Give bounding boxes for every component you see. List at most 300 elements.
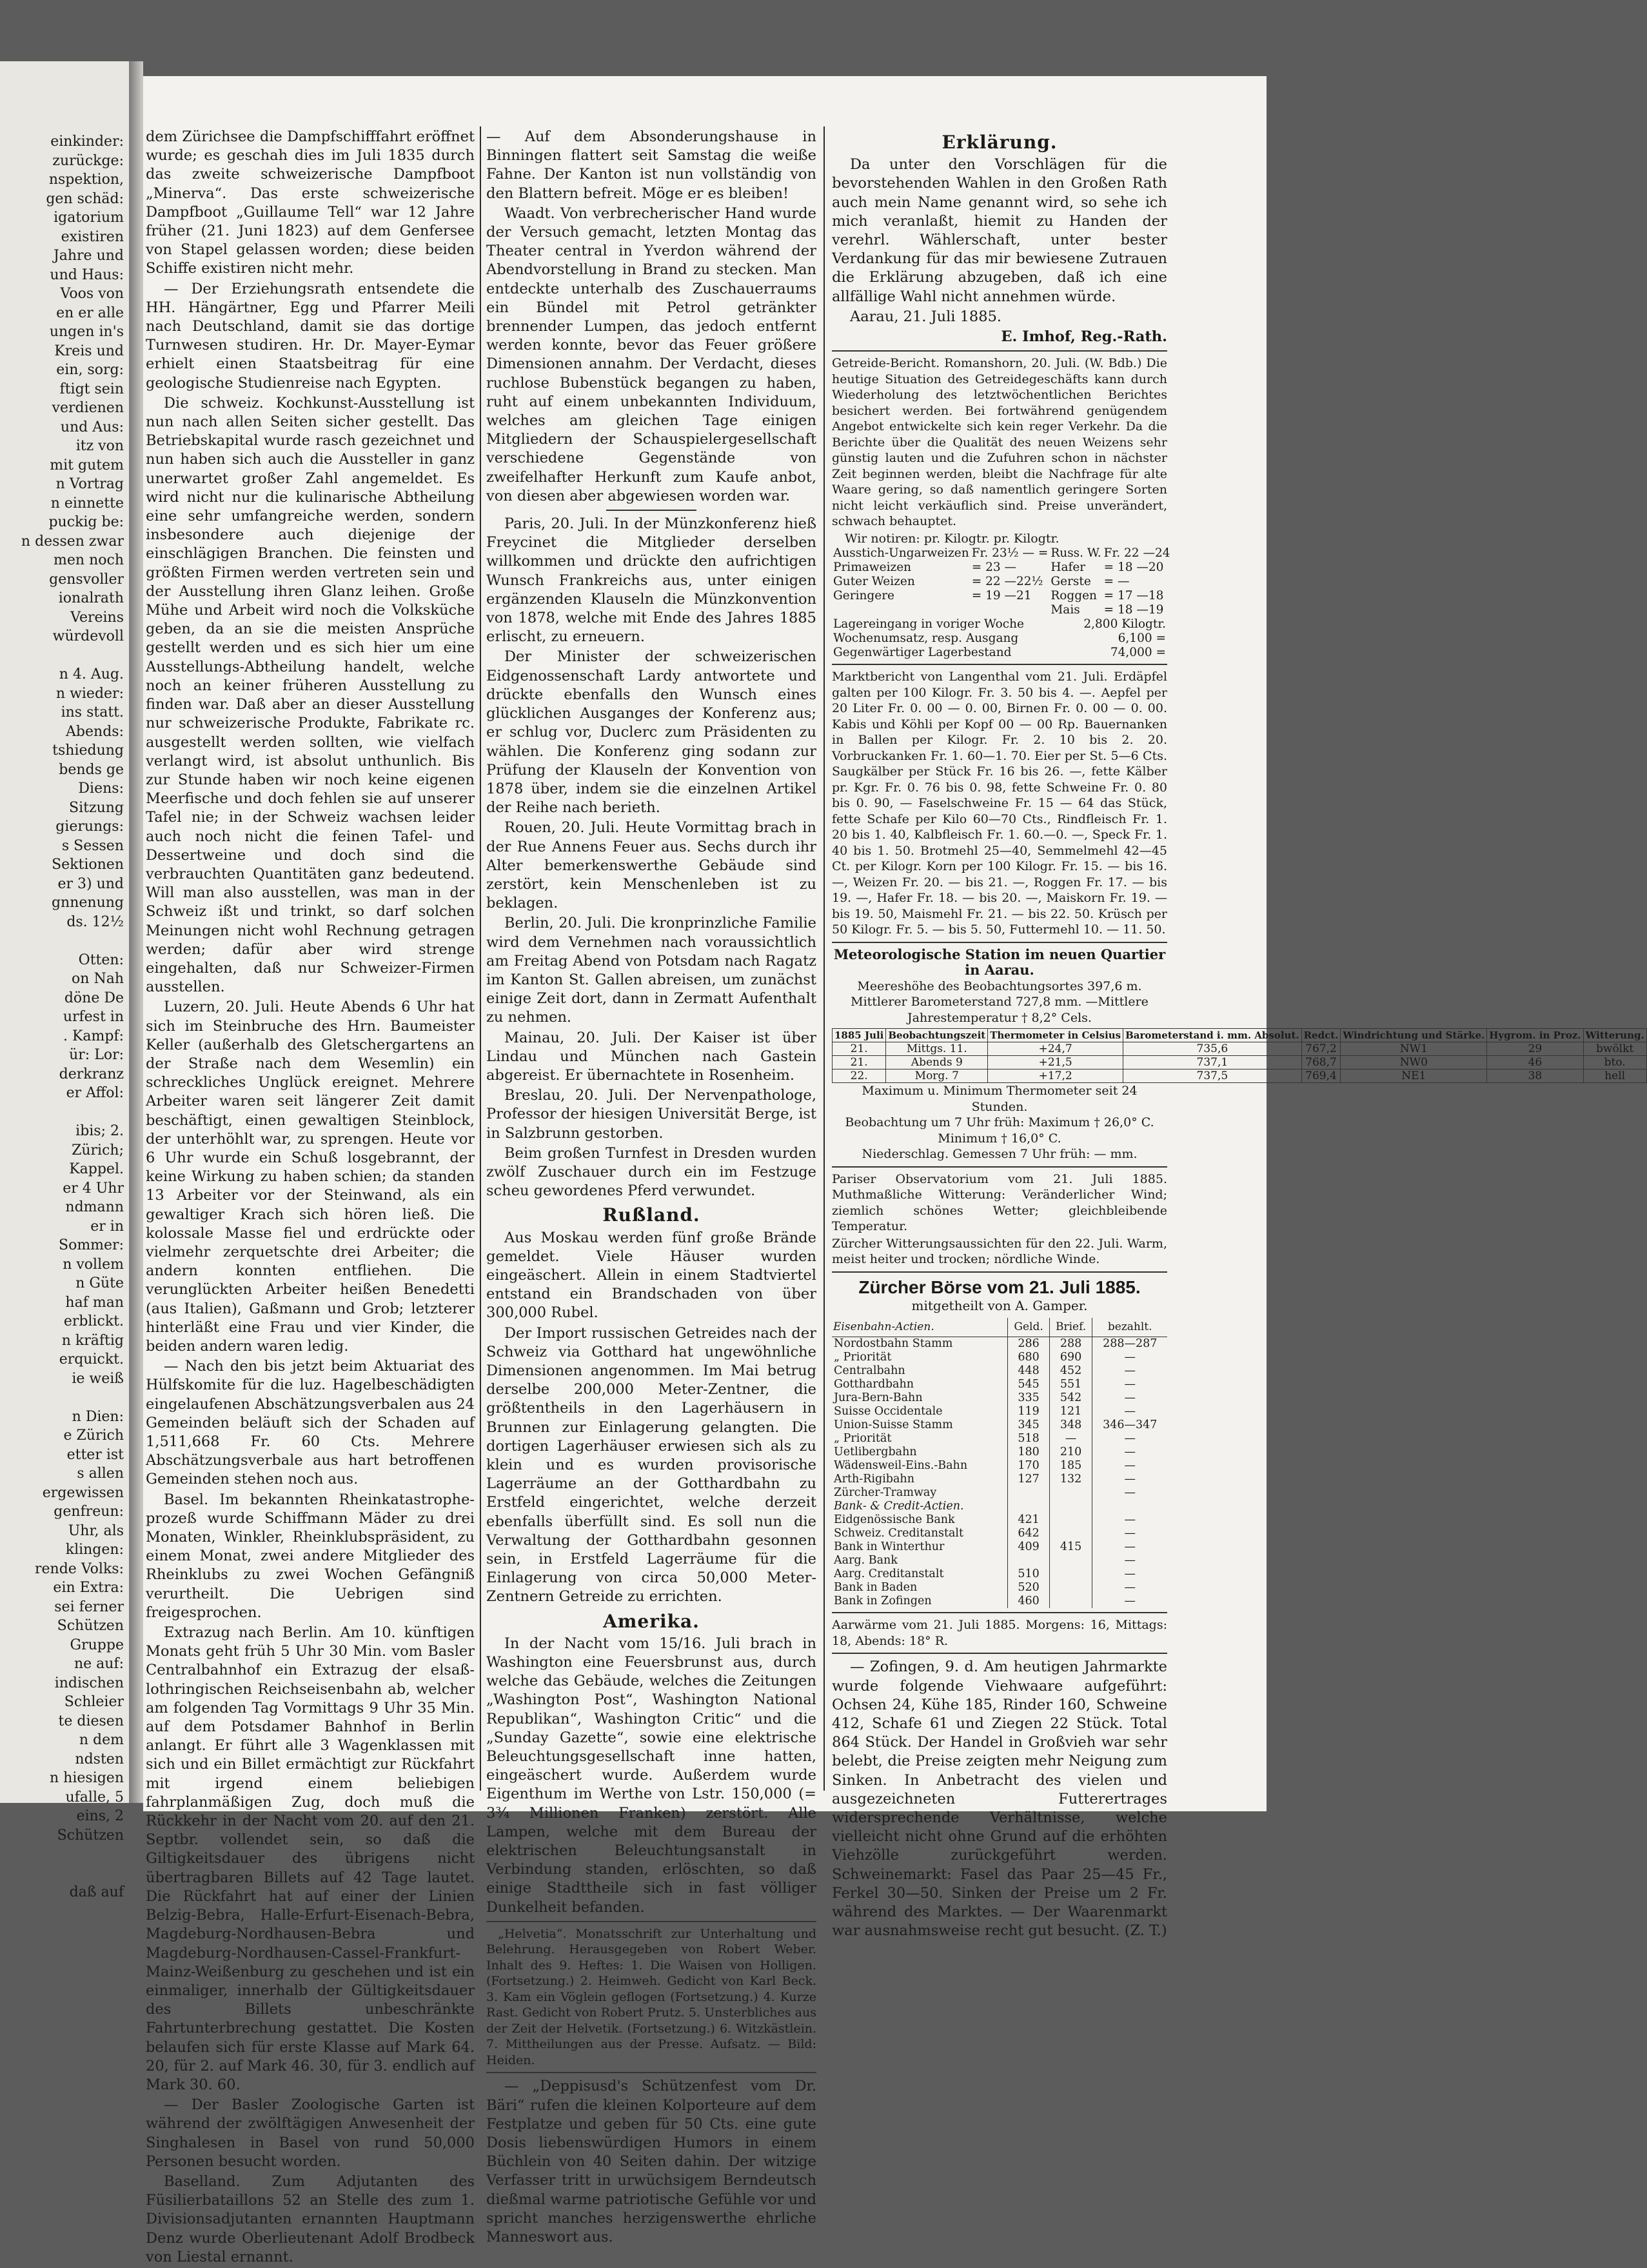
stub-line: urfest in (63, 1009, 124, 1025)
meteo-row-cell: 22. (833, 1069, 886, 1083)
meteo-row (833, 1056, 1647, 1069)
section-divider (606, 510, 696, 511)
heading-amerika: Amerika. (603, 1610, 700, 1632)
boerse-bank-row-cell (1049, 1527, 1092, 1540)
stub-line: Schleier (64, 1694, 124, 1710)
lager-row (832, 617, 1167, 632)
boerse-bank-row-cell (1049, 1581, 1092, 1595)
boerse-row-cell (1008, 1486, 1049, 1500)
stub-line: n einnette (50, 495, 124, 512)
meteo-row (833, 1069, 1647, 1083)
boerse-row-cell: — (1092, 1405, 1167, 1418)
boerse-row-cell: Gotthardbahn (834, 1378, 914, 1391)
article-breslau: Breslau, 20. Juli. Der Nervenpathologe, Professor der hiesigen Universität Berge, ist in Salzbrunn gestorben. (486, 1087, 816, 1142)
boerse-bank-row-cell: Bank in Zofingen (834, 1595, 932, 1608)
stub-line: daß auf (69, 1884, 124, 1900)
getreide-row-cell: Gerste (1050, 575, 1091, 589)
boerse-row-cell: „ Priorität (834, 1432, 892, 1446)
boerse-row (832, 1405, 1167, 1418)
stub-line: ie weiß (72, 1370, 124, 1387)
stub-line: Kreis und (54, 343, 124, 359)
boerse-row (832, 1364, 1167, 1378)
article-getreideimport: Der Import russischen Getreides nach der Schweiz via Gotthard hat ungewöhnliche Dimensionen angenommen. Im Mai betrug derselbe 200,000 Meter-Zentner, die größtentheils in den Lagerhäusern in Brunnen zur Einlagerung gelangten. Die dortigen Lagerhäuser erwiesen sich als zu klein und es wurden provisorische Lagerräume an der Gotthardbahn zu Erstfeld eingerichtet, welche derzeit ebenfalls überfüllt sind. Es soll nun die Verwaltung der Gotthardbahn gesonnen sein, in Erstfeld Lagerräume für die Einlagerung von circa 50,000 Meter-Zentnern Getreide zu errichten. (486, 1324, 816, 1606)
meteo-row-cell: +17,2 (988, 1069, 1123, 1083)
erklaerung-signature: E. Imhof, Reg.-Rath. (1001, 328, 1167, 346)
boerse-row-cell: 119 (1008, 1405, 1049, 1418)
boerse-row-cell: Jura-Bern-Bahn (834, 1391, 923, 1405)
meteo-row-cell: 29 (1487, 1042, 1583, 1056)
lager-row-cell: 74,000 = (1110, 646, 1166, 660)
boerse-row-cell: — (1092, 1486, 1167, 1500)
stub-line: erquickt. (59, 1351, 124, 1368)
getreide-row-cell: = 22 —22½ (971, 575, 1043, 589)
boerse-bank-row (832, 1581, 1167, 1595)
getreide-row (832, 561, 1171, 575)
meteo-row-cell: 768,7 (1301, 1056, 1341, 1069)
boerse-subtitle: mitgetheilt von A. Gamper. (911, 1297, 1088, 1313)
article-paris: Paris, 20. Juli. In der Münzkonferenz hieß Freycinet die Mitglieder derselben willkommen und drückte den aufrichtigen Wunsch Frankreichs aus, unter einigen ergänzenden Klauseln die Münzkonvention von 1878, welche mit Ende des Jahres 1885 erlischt, zu erneuern. (486, 515, 816, 646)
boerse-row-cell: 210 (1049, 1446, 1092, 1459)
boerse-row-cell: 346—347 (1092, 1418, 1167, 1432)
lager-row-cell: 6,100 = (1118, 632, 1166, 646)
getreide-row-cell: = 23 — (971, 561, 1016, 575)
stub-line: Schützen (57, 1618, 124, 1634)
column-1 (143, 128, 475, 2268)
getreide-row (832, 603, 1171, 617)
meteo-row-cell: Morg. 7 (886, 1069, 988, 1083)
getreide-row-cell: Guter Weizen (833, 575, 915, 589)
boerse-col-header: Eisenbahn-Actien. (832, 1318, 1008, 1337)
boerse-row-cell: Arth-Rigibahn (834, 1473, 914, 1486)
boerse-bank-row-cell: 510 (1008, 1567, 1049, 1581)
stub-line: ein Extra: (53, 1580, 124, 1596)
boerse-bank-row-cell (1049, 1567, 1092, 1581)
article-lardy: Der Minister der schweizerischen Eidgenossenschaft Lardy antwortete und drückte ebenfalls den Wunsch eines glücklichen Ausganges der Konferenz aus; er schlug vor, Duclerc zum Präsidenten zu wählen. Die Konferenz ging sodann zur Prüfung der Klauseln der Konvention von 1878 über, indem sie die einzelnen Artikel der Reihe nach berieth. (486, 648, 816, 817)
stub-line: Voos von (60, 286, 124, 302)
boerse-row-cell: 518 (1008, 1432, 1049, 1446)
stub-line: Gruppe (70, 1636, 124, 1653)
stub-line: und Haus: (50, 266, 124, 283)
boerse-section-empty (1092, 1500, 1167, 1513)
stub-line: ein, sorg: (56, 362, 124, 378)
stub-line: Sektionen (52, 857, 124, 873)
stub-line: döne De (64, 990, 124, 1006)
article-luzern: Luzern, 20. Juli. Heute Abends 6 Uhr hat sich im Steinbruche des Hrn. Baumeister Keller (außerhalb des Gletschergartens an der Straße nach dem Wesemlin) ein schreckliches Unglück ereignet. Mehrere Arbeiter waren seit längerer Zeit damit beschäftigt, einen gewaltigen Steinblock, der unterhöhlt war, zu sprengen. Heute vor 6 Uhr wurde ein Schuß losgebrannt, der keine Wirkung zu haben schien; da standen 13 Arbeiter vor der Steinwand, als ein gewaltiger Krach sich hören ließ. Die kolossale Masse fiel und erdrückte oder vielmehr zerquetschte drei Arbeiter; die andern konnten entfliehen. Die verunglückten Arbeiter heißen Benedetti (aus Italien), Gaßmann und Grob; letzterer hinterläßt eine Frau und vier Kinder, die beiden andern waren ledig. (146, 999, 475, 1355)
meteo-col-header: Beobachtungszeit (886, 1029, 988, 1042)
stub-line: Sitzung (69, 799, 124, 816)
boerse-row-cell: „ Priorität (834, 1351, 892, 1364)
stub-line: Sommer: (59, 1237, 124, 1253)
boerse-row (832, 1337, 1167, 1351)
meteo-row (833, 1042, 1647, 1056)
stub-line: gierungs: (55, 819, 124, 835)
stub-line: ibis; 2. (75, 1123, 124, 1139)
stub-line: puckig be: (48, 514, 124, 530)
article-baeri: — „Deppisusd's Schützenfest vom Dr. Bäri“ rufen die kleinen Kolporteure auf dem Festplatze und geben für 50 Cts. eine gute Dosis liebenswürdigen Humors in einem Büchlein von 40 Seiten dahin. Der witzige Verfasser tritt in urwüchsigem Berndeutsch dießmal warme patriotische Gefühle vor und spricht manches herzigenswerthe ehrliche Manneswort aus. (486, 2078, 816, 2246)
stub-line: n vollem (63, 1256, 124, 1273)
meteo-row-cell: 769,4 (1301, 1069, 1341, 1083)
meteo-table (832, 1028, 1647, 1083)
previous-page-edge (0, 61, 130, 1900)
boerse-row-cell: — (1092, 1391, 1167, 1405)
stub-line: men noch (54, 552, 124, 568)
boerse-row-cell: 545 (1008, 1378, 1049, 1391)
meteo-row-cell: Abends 9 (886, 1056, 988, 1069)
stub-line: einkinder: (50, 134, 124, 150)
boerse-bank-row-cell: — (1092, 1527, 1167, 1540)
boerse-bank-row-cell: 421 (1008, 1513, 1049, 1527)
boerse-row-cell: 286 (1008, 1337, 1049, 1351)
divider (486, 1921, 816, 1922)
lager-row-cell: Wochenumsatz, resp. Ausgang (833, 632, 1019, 646)
boerse-bank-row-cell: — (1092, 1581, 1167, 1595)
marktbericht-langenthal: Marktbericht von Langenthal vom 21. Juli. Erdäpfel galten per 100 Kilogr. Fr. 3. 50 bis 4. —. Aepfel per 20 Liter Fr. 0. 00 — 0. 00, Birnen Fr. 0. 00 — 0. 00. Kabis und Köhli per Kopf 00 — 00 Rp. Bauernanken in Ballen per Kilogr. Fr. 2. 10 bis 2. 20. Vorbruckanken Fr. 1. 60—1. 70. Eier per St. 5—6 Cts. Saugkälber per Stück Fr. 16 bis 26. —, fette Kälber pr. Kgr. Fr. 0. 76 bis 0. 98, fette Schweine Fr. 0. 80 bis 0. 90, — Faselschweine Fr. 15 — 64 das Stück, fette Schafe per Kilo 60—70 Cts., Rindfleisch Fr. 1. 20 bis 1. 40, Kalbfleisch Fr. 1. 60.—0. —, Speck Fr. 1. 40 bis 1. 50. Brotmehl 25—40, Semmelmehl 42—45 Ct. per Kilogr. Korn per 100 Kilogr. Fr. 15. — bis 16. —, Weizen Fr. 20. — bis 21. —, Roggen Fr. 17. — bis 19. —, Hafer Fr. 18. — bis 20. —, Maiskorn Fr. 19. — bis 19. 50, Maismehl Fr. 21. — bis 22. 50. Krüsch per 50 Kilogr. Fr. 5. — bis 5. 50, Futtermehl 10. — 11. 50. (832, 670, 1167, 937)
boerse-title: Zürcher Börse vom 21. Juli 1885. (858, 1277, 1141, 1297)
boerse-row-cell: — (1092, 1459, 1167, 1473)
meteo-col-header: 1885 Juli (833, 1029, 886, 1042)
boerse-row-cell: — (1092, 1446, 1167, 1459)
boerse-row-cell: Union-Suisse Stamm (834, 1418, 953, 1432)
stub-line: bends ge (59, 761, 124, 778)
lager-row (832, 646, 1167, 660)
boerse-row-cell: Wädensweil-Eins.-Bahn (834, 1459, 968, 1473)
meteo-foot4: Niederschlag. Gemessen 7 Uhr früh: — mm. (862, 1147, 1138, 1162)
getreide-bericht: Getreide-Bericht. Romanshorn, 20. Juli. (W. Bdb.) Die heutige Situation des Getreidegeschäfts kann durch Wiederholung des letztwöchentlichen Berichtes besichert werden. Bei fortwährend genügendem Angebot entwickelte sich kein reger Verkehr. Da die Berichte über die Qualität des neuen Weizens sehr günstig lauten und die Zufuhren schon in nächster Zeit beginnen werden, bleibt die Nachfrage für alte Waare gering, so daß namentlich geringere Sorten nicht leicht verkäuflich sind. Preise unverändert, schwach behauptet. Wir notiren: pr. Kilogtr. pr. Kilogtr. Ausstich-Ungarweizen Fr. 23½ — = Russ. W. Fr. 22 —24 Primaweizen = 23 — Hafer = 18 —20 Guter Weizen = 22 —22½ Gerste = — Geringere = 19 —21 Roggen = 17 —18 Mais = 18 —19 Lagereingang in voriger Woche 2,800 Kilogtr. Wochenumsatz, resp. Ausgang 6,100 = Gegenwärtiger Lagerbestand 74,000 = (832, 356, 1170, 660)
article-extrazug: Extrazug nach Berlin. Am 10. künftigen Monats geht früh 5 Uhr 30 Min. vom Basler Centralbahnhof ein Extrazug der elsaß-lothringischen Reichseisenbahn ab, welcher am folgenden Tag Vormittags 9 Uhr 35 Min. auf dem Potsdamer Bahnhof in Berlin anlangt. Er führt alle 3 Wagenklassen mit sich und ein Billet ermächtigt zur Rückfahrt mit irgend einem beliebigen fahrplanmäßigen Zug, doch muß die Rückkehr in der Nacht vom 20. auf den 21. Septbr. vollendet sein, so daß die Giltigkeitsdauer des übrigens nicht übertragbaren Billets auf 42 Tage lautet. Die Rückfahrt hat auf einer der Linien Belzig-Bebra, Halle-Erfurt-Eisenach-Bebra, Magdeburg-Nordhausen-Bebra und Magdeburg-Nordhausen-Cassel-Frankfurt-Mainz-Weißenburg zu geschehen und ist ein einmaliger, innerhalb der Gültigkeitsdauer des Billets unbeschränkte Fahrtunterbrechung gestattet. Die Kosten belaufen sich für erste Klasse auf Mark 64. 20, für 2. auf Mark 46. 30, für 3. endlich auf Mark 30. 60. (146, 1624, 475, 2093)
boerse-bank-row (832, 1540, 1167, 1554)
divider (832, 664, 1167, 665)
meteo-row-cell: 21. (833, 1056, 886, 1069)
boerse-bank-row-cell: Bank in Baden (834, 1581, 918, 1595)
meteo-row-cell: 21. (833, 1042, 886, 1056)
boerse-bank-row-cell (1049, 1513, 1092, 1527)
meteo-foot1: Maximum u. Minimum Thermometer seit 24 Stunden. (862, 1084, 1138, 1114)
getreide-notiren: Wir notiren: pr. Kilogtr. pr. Kilogtr. (845, 531, 1060, 546)
lager-row-cell: Lagereingang in voriger Woche (833, 617, 1024, 632)
boerse-bank-row (832, 1595, 1167, 1608)
meteo-col-header: Thermometer in Celsius (988, 1029, 1123, 1042)
stub-line: ndsten (75, 1751, 124, 1767)
boerse-row (832, 1391, 1167, 1405)
meteo-col-header: Witterung. (1583, 1029, 1646, 1042)
boerse-row (832, 1432, 1167, 1446)
article-dampfschiff: dem Zürichsee die Dampfschifffahrt eröffnet wurde; es geschah dies im Juli 1835 durch das zweite schweizerische Dampfboot „Minerva“. Das erste schweizerische Dampfboot „Guillaume Tell“ war 12 Jahre früher (21. Juni 1823) auf dem Genfersee von Stapel gelassen worden; diese beiden Schiffe existiren nicht mehr. (146, 128, 475, 277)
boerse-bank-row (832, 1513, 1167, 1527)
boerse-row-cell: Zürcher-Tramway (834, 1486, 937, 1500)
meteo-row-cell: 46 (1487, 1056, 1583, 1069)
meteo-row-cell: 38 (1487, 1069, 1583, 1083)
boerse-bank-row-cell: Aarg. Creditanstalt (834, 1567, 944, 1581)
boerse-bank-row-cell: 415 (1049, 1540, 1092, 1554)
meteo-row-cell: NW1 (1341, 1042, 1487, 1056)
getreide-row-cell: = — (1103, 575, 1130, 589)
meteo-row-cell: 735,6 (1123, 1042, 1301, 1056)
boerse-section (832, 1500, 1167, 1513)
article-waadt: Waadt. Von verbrecherischer Hand wurde der Versuch gemacht, letzten Montag das Theater central in Yverdon während der Abendvorstellung in Brand zu stecken. Man entdeckte unterhalb des Zuschauerraums ein Bündel mit Petrol getränkter brennender Lumpen, das jedoch entfernt werden konnte, bevor das Feuer größere Dimensionen annahm. Der Verdacht, dieses ruchlose Bubenstück begangen zu haben, ruht auf einem unbekannten Individuum, welches am gleichen Tage einigen Mitgliedern der Schauspielergesellschaft verschiedene Gegenstände von zweifelhafter Herkunft zum Kaufe anbot, von diesen aber abgewiesen worden war. (486, 204, 816, 504)
column-rule (480, 126, 481, 1791)
stub-line: haf man (65, 1294, 124, 1311)
getreide-row-cell: Geringere (833, 589, 894, 603)
stub-line: er Affol: (66, 1085, 124, 1101)
stub-line: e Zürich (63, 1427, 124, 1444)
erklaerung-place-date: Aarau, 21. Juli 1885. (850, 308, 1002, 325)
heading-russland: Rußland. (602, 1204, 700, 1226)
getreide-row-cell: Hafer (1050, 561, 1086, 575)
meteo-heading: Meteorologische Station im neuen Quartier in Aarau. (833, 946, 1166, 979)
boerse-row-cell: 448 (1008, 1364, 1049, 1378)
previous-page-text (0, 61, 129, 1902)
getreide-row-cell: Roggen (1050, 589, 1097, 603)
stub-line: Abends: (66, 723, 124, 740)
stub-line: erblickt. (63, 1313, 124, 1329)
stub-line: n wieder: (55, 685, 124, 702)
boerse-row-cell: 288—287 (1092, 1337, 1167, 1351)
divider (832, 350, 1167, 352)
boerse-row-cell: 348 (1049, 1418, 1092, 1432)
meteo-col-header: Redct. (1301, 1029, 1341, 1042)
article-moskau: Aus Moskau werden fünf große Brände gemeldet. Viele Häuser wurden eingeäschert. Allein in einem Stadtviertel entstand ein Brandschaden von über 300,000 Rubel. (486, 1229, 816, 1322)
boerse-row-cell: Uetlibergbahn (834, 1446, 917, 1459)
meteo-foot2: Beobachtung um 7 Uhr früh: Maximum † 26,0° C. (845, 1115, 1154, 1130)
meteo-row-cell: Mittgs. 11. (886, 1042, 988, 1056)
boerse-row-cell: 680 (1008, 1351, 1049, 1364)
divider (832, 1653, 1167, 1654)
boerse-row-cell: Suisse Occidentale (834, 1405, 943, 1418)
stub-line: Vereins (70, 609, 124, 626)
meteo-row-cell: NE1 (1341, 1069, 1487, 1083)
boerse-section-label: Bank- & Credit-Actien. (834, 1500, 964, 1513)
getreide-row-cell: Ausstich-Ungarweizen (833, 546, 969, 561)
boerse-bank-row-cell: — (1092, 1595, 1167, 1608)
stub-line: n hiesigen (50, 1770, 124, 1786)
stub-line: ungen in's (49, 324, 124, 340)
stub-line: ergewissen (42, 1484, 124, 1501)
meteo-row-cell: 737,5 (1123, 1069, 1301, 1083)
boerse-table (832, 1318, 1167, 1608)
boerse-section-empty (1049, 1500, 1092, 1513)
getreide-row (832, 589, 1171, 603)
stub-line: s allen (77, 1466, 124, 1482)
stub-line: gen schäd: (46, 190, 124, 207)
meteo-line1: Meereshöhe des Beobachtungsortes 397,6 m. (857, 979, 1142, 993)
stub-line: n Güte (75, 1275, 124, 1291)
meteo-station (832, 946, 1644, 1162)
article-dresden: Beim großen Turnfest in Dresden wurden zwölf Zuschauer durch ein im Festzuge scheu gewordenes Pferd verwundet. (486, 1144, 816, 1200)
article-kochkunst: Die schweiz. Kochkunst-Ausstellung ist nun nach allen Seiten sicher gestellt. Das Betriebskapital wurde rasch gezeichnet und nun haben sich auch die Aussteller in ganz unerwartet großer Zahl angemeldet. Es wird nicht nur die kulinarische Abtheilung eine sehr umfangreiche werden, sondern insbesondere auch diejenige der einschlägigen Branchen. Die feinsten und größten Firmen werden vertreten sein und der Ausstellung ihren Glanz leihen. Große Mühe und Arbeit wird noch die Volksküche geben, da an sie die meisten Ansprüche gestellt werden und es sich hier um eine Ausstellungs-Abtheilung handelt, welche noch an keiner früheren Ausstellung zu finden war. Daß aber an dieser Ausstellung nur schweizerische Produkte, Fabrikate rc. ausgestellt werden sollten, wie vielfach verlangt wird, ist absolut unthunlich. Bis zur Stunde haben wir noch keine eigenen Meerfische und doch fehlen sie auf unserer Tafel nie; in der Schweiz wachsen leider auch noch nicht die feinen Tafel- und Dessertweine und doch sind die verbrauchten Quantitäten ganz bedeutend. Will man also ausstellen, was man in der Schweiz ißt und trinkt, so darf solchen Meinungen nicht wohl Rechnung getragen werden; dafür aber wird strenge eingehalten, daß nur Schweizer-Firmen ausstellen. (146, 394, 475, 996)
stub-line: ionalrath (58, 590, 124, 606)
stub-line: ins statt. (61, 704, 124, 721)
zuercher-witterung: Zürcher Witterungsaussichten für den 22. Juli. Warm, meist heiter und trocken; nördliche Winde. (832, 1236, 1167, 1267)
stub-line: s Sessen (61, 837, 124, 854)
boerse-bank-row-cell: — (1092, 1513, 1167, 1527)
stub-line: n dem (79, 1732, 124, 1748)
getreide-row-cell: = 17 —18 (1103, 589, 1164, 603)
divider (832, 942, 1167, 943)
meteo-row-cell: 737,1 (1123, 1056, 1301, 1069)
boerse-row-cell: 542 (1049, 1391, 1092, 1405)
erklaerung-body: Da unter den Vorschlägen für die bevorstehenden Wahlen in den Großen Rath auch mein Name genannt wird, so sehe ich mich veranlaßt, hiemit zu Handen der verehrl. Wählerschaft, unter bester Verdankung für das mir bewiesene Zutrauen die Erklärung abzugeben, daß ich eine allfällige Wahl nicht annehmen würde. (832, 156, 1167, 305)
stub-line: indischen (54, 1675, 124, 1691)
boerse-row-cell: — (1092, 1364, 1167, 1378)
stub-line: . Kampf: (63, 1028, 124, 1044)
meteo-row-cell: +24,7 (988, 1042, 1123, 1056)
stub-line: ür: Lor: (69, 1047, 124, 1063)
lager-row (832, 632, 1167, 646)
stub-line: Otten: (78, 951, 124, 968)
getreide-row-cell: Fr. 22 —24 (1103, 546, 1170, 561)
boerse-bank-row-cell: — (1092, 1567, 1167, 1581)
stub-line: gnnenung (51, 895, 124, 911)
stub-line: und Aus: (60, 419, 124, 435)
meteo-row-cell: bwölkt (1583, 1042, 1646, 1056)
boerse-col-header: Brief. (1049, 1318, 1092, 1337)
divider (832, 1271, 1167, 1273)
newspaper-page (143, 76, 1644, 2265)
article-baselland: Baselland. Zum Adjutanten des Füsilierbataillons 52 an Stelle des zum 1. Divisionsadjutanten ernannten Hauptmann Denz wurde Oberlieutenant Adolf Brodbeck von Liestal ernannt. (146, 2173, 475, 2265)
boerse-col-header: bezahlt. (1092, 1318, 1167, 1337)
column-3 (832, 128, 1644, 1942)
article-zofingen: — Zofingen, 9. d. Am heutigen Jahrmarkte wurde folgende Viehwaare aufgeführt: Ochsen 24, Kühe 185, Rinder 160, Schweine 412, Schafe 61 und Ziegen 22 Stück. Total 864 Stück. Der Handel in Großvieh war sehr belebt, die Preise zeigten mehr Neigung zum Sinken. In Anbetracht des vielen und ausgezeichneten Futterertrages widersprechende Verhältnisse, welche vielleicht nicht ohne Grund auf die erhöhten Viehzölle zurückgeführt werden. Schweinemarkt: Fasel das Paar 25—45 Fr., Ferkel 30—50. Sinken der Preise um 2 Fr. während des Marktes. — Der Waarenmarkt war ausnahmsweise recht gut besucht. (Z. T.) (832, 1658, 1167, 1940)
boerse-row (832, 1378, 1167, 1391)
boerse-row-cell: 170 (1008, 1459, 1049, 1473)
divider (832, 1612, 1167, 1613)
article-hagel: — Nach den bis jetzt beim Aktuariat des Hülfskomite für die luz. Hagelbeschädigten eingelaufenen Abschätzungsverbalen aus 24 Gemeinden beläuft sich der Schaden auf 1,511,668 Fr. 60 Cts. Mehrere Abschätzungsverbale aus hart betroffenen Gemeinden stehen noch aus. (146, 1358, 475, 1488)
stub-line: te diesen (58, 1713, 124, 1729)
boerse-row-cell: Centralbahn (834, 1364, 905, 1378)
stub-line: itz von (75, 438, 124, 454)
meteo-col-header: Barometerstand i. mm. Absolut. (1123, 1029, 1301, 1042)
stub-line: er in (90, 1218, 124, 1235)
getreide-row-cell: = 19 —21 (971, 589, 1032, 603)
boerse-bank-row-cell: Schweiz. Creditanstalt (834, 1527, 964, 1540)
boerse-row-cell: Nordostbahn Stamm (834, 1337, 953, 1351)
boerse-bank-row-cell: 460 (1008, 1595, 1049, 1608)
boerse-row-cell: 551 (1049, 1378, 1092, 1391)
getreide-row-cell: Fr. 23½ — = (971, 546, 1049, 561)
boerse-bank-row-cell: Aarg. Bank (834, 1554, 898, 1567)
article-rouen: Rouen, 20. Juli. Heute Vormittag brach in der Rue Annens Feuer aus. Sechs durch ihr Alter bemerkenswerthe Gebäude sind zerstört, kein Menschenleben ist zu beklagen. (486, 819, 816, 912)
boerse-row-cell: — (1049, 1432, 1092, 1446)
stub-line: sei ferner (54, 1598, 124, 1615)
meteo-foot3: Minimum † 16,0° C. (938, 1131, 1061, 1146)
stub-line: igatorium (54, 210, 124, 226)
stub-line: ndmann (65, 1199, 124, 1215)
boerse-row-cell: — (1092, 1473, 1167, 1486)
boerse-col-header: Geld. (1008, 1318, 1049, 1337)
pariser-observatorium: Pariser Observatorium vom 21. Juli 1885. Muthmaßliche Witterung: Veränderlicher Wind; ziemlich schönes Wetter; gleichbleibende Temperatur. (832, 1171, 1167, 1234)
stub-line: Schützen (57, 1827, 124, 1844)
boerse-bank-row-cell: 409 (1008, 1540, 1049, 1554)
stub-line: Zürich; (72, 1142, 124, 1159)
getreide-row-cell: Mais (1050, 603, 1080, 617)
meteo-col-header: Windrichtung und Stärke. (1341, 1029, 1487, 1042)
stub-line (0, 1388, 124, 1408)
stub-line: nspektion, (48, 172, 124, 188)
stub-line: n kräftig (61, 1332, 124, 1349)
getreide-row-cell: = 18 —19 (1103, 603, 1164, 617)
boerse-row-cell: 288 (1049, 1337, 1092, 1351)
lager-table (832, 617, 1167, 660)
stub-line: ufalle, 5 (65, 1789, 124, 1805)
boerse-bank-row (832, 1554, 1167, 1567)
boerse-row-cell: 121 (1049, 1405, 1092, 1418)
boerse-row (832, 1473, 1167, 1486)
stub-line: ne auf: (74, 1656, 124, 1672)
boerse-row-cell: — (1092, 1432, 1167, 1446)
column-rule (824, 126, 825, 1791)
article-mainau: Mainau, 20. Juli. Der Kaiser ist über Lindau und München nach Gastein abgereist. Er übernachtete in Rosenheim. (486, 1029, 816, 1084)
getreide-row (832, 546, 1171, 561)
stub-line (0, 1864, 124, 1884)
boerse-bank-row-cell (1049, 1595, 1092, 1608)
meteo-row-cell: bto. (1583, 1056, 1646, 1069)
meteo-line2: Mittlerer Barometerstand 727,8 mm. —Mittlere Jahrestemperatur † 8,2° Cels. (851, 995, 1149, 1025)
stub-line: tshiedung (52, 742, 124, 759)
boerse-row-cell: — (1092, 1351, 1167, 1364)
article-berlin: Berlin, 20. Juli. Die kronprinzliche Familie wird dem Vernehmen nach voraussichtlich am Freitag Abend von Potsdam nach Ragatz im Kanton St. Gallen abreisen, um zunächst einige Zeit dort, dann in Zermatt Aufenthalt zu nehmen. (486, 915, 816, 1026)
article-binningen: — Auf dem Absonderungshause in Binningen flattert seit Samstag die weiße Fahne. Der Kanton ist nun vollständig von den Blattern befreit. Möge er es bleiben! (486, 128, 816, 202)
meteo-col-header: Hygrom. in Proz. (1487, 1029, 1583, 1042)
meteo-row-cell: hell (1583, 1069, 1646, 1083)
boerse-bank-row (832, 1567, 1167, 1581)
stub-line: zurückge: (52, 152, 124, 169)
getreide-row-cell: Russ. W. (1050, 546, 1101, 561)
boerse-bank-row-cell: — (1092, 1540, 1167, 1554)
stub-line: derkranz (59, 1066, 124, 1082)
boerse-row-cell: 180 (1008, 1446, 1049, 1459)
article-zoo: — Der Basler Zoologische Garten ist während der zwölftägigen Anwesenheit der Singhalesen in Basel von rund 50,000 Personen besucht worden. (146, 2096, 475, 2170)
stub-line: er 3) und (57, 875, 124, 892)
meteo-row-cell: NW0 (1341, 1056, 1487, 1069)
boerse-row-cell: 690 (1049, 1351, 1092, 1364)
boerse-bank-row-cell (1008, 1554, 1049, 1567)
stub-line: Kappel. (69, 1161, 124, 1177)
getreide-row-cell (832, 603, 971, 617)
stub-line: klingen: (65, 1542, 124, 1558)
boerse-row-cell (1049, 1486, 1092, 1500)
boerse-row-cell: 127 (1008, 1473, 1049, 1486)
stub-line (0, 1845, 124, 1864)
heading-erklaerung: Erklärung. (942, 132, 1058, 153)
stub-line: eins, 2 (76, 1808, 124, 1824)
boerse-row (832, 1459, 1167, 1473)
boerse-bank-row-cell: 520 (1008, 1581, 1049, 1595)
stub-line: etter ist (66, 1446, 124, 1463)
divider (832, 1166, 1167, 1168)
stub-line (0, 1103, 124, 1122)
stub-line: genfreun: (54, 1504, 124, 1520)
boerse-row-cell: 452 (1049, 1364, 1092, 1378)
boerse-row (832, 1486, 1167, 1500)
getreide-row-cell: = 18 —20 (1103, 561, 1164, 575)
boerse-bank-row-cell: Bank in Winterthur (834, 1540, 945, 1554)
column-2 (486, 128, 816, 2248)
boerse-row-cell: 345 (1008, 1418, 1049, 1432)
article-washington: In der Nacht vom 15/16. Juli brach in Washington eine Feuersbrunst aus, durch welche das Gebäude, welches die Zeitungen „Washington Post“, Washington National Republikan“, Washington Critic“ und die „Sunday Gazette“, sowie eine elektrische Beleuchtungsgesellschaft inne hatten, eingeäschert wurde. Außerdem wurde Eigenthum im Werthe von Lstr. 150,000 (= 3¾ Millionen Franken) zerstört. Alle Lampen, welche mit dem Bureau der elektrischen Beleuchtungsanstalt in Verbindung standen, erlöschten, so daß einige Stadttheile sich in fast völliger Dunkelheit befanden. (486, 1635, 816, 1916)
notice-helvetia: „Helvetia“. Monatsschrift zur Unterhaltung und Belehrung. Herausgegeben von Robert Weber. Inhalt des 9. Heftes: 1. Die Waisen von Holligen. (Fortsetzung.) 2. Heimweh. Gedicht von Karl Beck. 3. Kam ein Vöglein geflogen (Fortsetzung.) 4. Kurze Rast. Gedicht von Robert Prutz. 5. Unsterbliches aus der Zeit der Helvetik. (Fortsetzung.) 6. Witzkästlein. 7. Mittheilungen aus der Presse. Aufsatz. — Bild: Heiden. (486, 1926, 816, 2067)
zuercher-boerse (832, 1278, 1167, 1609)
boerse-bank-row-cell: Eidgenössische Bank (834, 1513, 955, 1527)
stub-line: n dessen zwar (21, 533, 124, 550)
meteo-row-cell: +21,5 (988, 1056, 1123, 1069)
article-basel: Basel. Im bekannten Rheinkatastrophe-prozeß wurde Schiffmann Mäder zu drei Monaten, Winkler, Rheinklubspräsident, zu einem Monat, zwei andere Mitglieder des Rheinklubs zu zwei Wochen Gefängniß verurtheilt. Die Uebrigen sind freigesprochen. (146, 1491, 475, 1621)
stub-line: on Nah (72, 971, 124, 987)
boerse-row-cell: 185 (1049, 1459, 1092, 1473)
stub-line: mit gutem (50, 457, 124, 473)
divider (486, 2072, 816, 2073)
stub-line: rende Volks: (35, 1560, 124, 1577)
boerse-section-empty (1008, 1500, 1049, 1513)
